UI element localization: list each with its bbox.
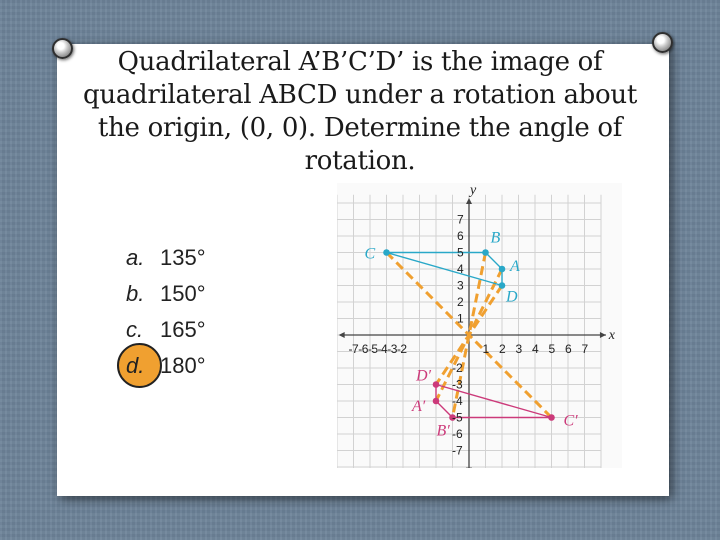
option-value: 150° (160, 281, 206, 306)
vertex-label: A (510, 258, 520, 275)
y-tick-label: 6 (457, 229, 464, 243)
y-tick-label: -2 (452, 361, 463, 375)
y-tick-label: 5 (457, 245, 464, 260)
y-tick-label: 1 (457, 311, 464, 326)
coordinate-plane (337, 183, 622, 468)
vertex-point (433, 381, 440, 388)
vertex-label: C (364, 245, 376, 263)
option-b[interactable] (126, 276, 206, 312)
y-tick-label: -5 (452, 410, 463, 425)
y-tick-label: 2 (457, 295, 464, 309)
y-tick-label: -3 (452, 377, 463, 392)
x-tick-label: 1 (482, 342, 490, 356)
y-tick-label: -6 (452, 427, 463, 441)
answer-options (126, 240, 206, 384)
option-letter: c. (126, 317, 144, 342)
x-tick-label: -7-6-5-4-3-2 (348, 342, 407, 356)
option-letter: a. (126, 245, 145, 270)
y-tick-label: -7 (452, 443, 463, 458)
vertex-label-prime: B′ (436, 422, 450, 440)
x-tick-label: 3 (515, 342, 523, 356)
vertex-label: D (506, 288, 518, 306)
option-c[interactable] (126, 312, 206, 348)
x-tick-label: 7 (581, 342, 589, 356)
x-tick-label: 5 (548, 342, 556, 356)
x-axis-arrow (600, 332, 606, 338)
x-tick-label: 6 (565, 342, 572, 356)
x-axis-label: x (608, 328, 615, 343)
x-axis-arrow (339, 332, 345, 338)
vertex-point (433, 398, 440, 405)
option-value: 180° (160, 353, 206, 378)
vertex-label: B (490, 229, 501, 247)
option-letter: b. (126, 281, 145, 306)
vertex-point (499, 282, 506, 289)
pin-top-left-icon (52, 38, 73, 59)
question-text (80, 46, 640, 178)
vertex-point (482, 249, 489, 256)
vertex-label-prime: D′ (416, 367, 432, 385)
question-line: Quadrilateral A’B’C’D’ is the image of (117, 47, 603, 77)
option-value: 165° (160, 317, 206, 342)
coordinate-graph (337, 183, 622, 468)
y-tick-label: 7 (457, 212, 464, 227)
option-letter: d. (126, 353, 145, 378)
pin-top-right-icon (652, 32, 673, 53)
vertex-point (499, 266, 506, 273)
y-tick-label: 4 (457, 262, 464, 276)
option-d[interactable] (126, 348, 206, 384)
vertex-point (548, 414, 555, 421)
x-tick-label: 4 (532, 342, 539, 356)
question-line: quadrilateral ABCD under a rotation about (83, 80, 637, 110)
x-tick-label: 2 (499, 342, 506, 356)
option-value: 135° (160, 245, 206, 270)
y-tick-label: 3 (457, 278, 464, 293)
y-tick-label: -4 (452, 394, 463, 408)
vertex-point (383, 249, 390, 256)
vertex-label-prime: A′ (412, 398, 426, 415)
question-line: the origin, (0, 0). Determine the angle of (97, 113, 623, 143)
question-line: rotation. (304, 146, 416, 176)
vertex-label-prime: C′ (563, 412, 578, 430)
option-a[interactable] (126, 240, 206, 276)
y-axis-arrow (466, 198, 472, 204)
y-axis-label: y (470, 183, 477, 199)
